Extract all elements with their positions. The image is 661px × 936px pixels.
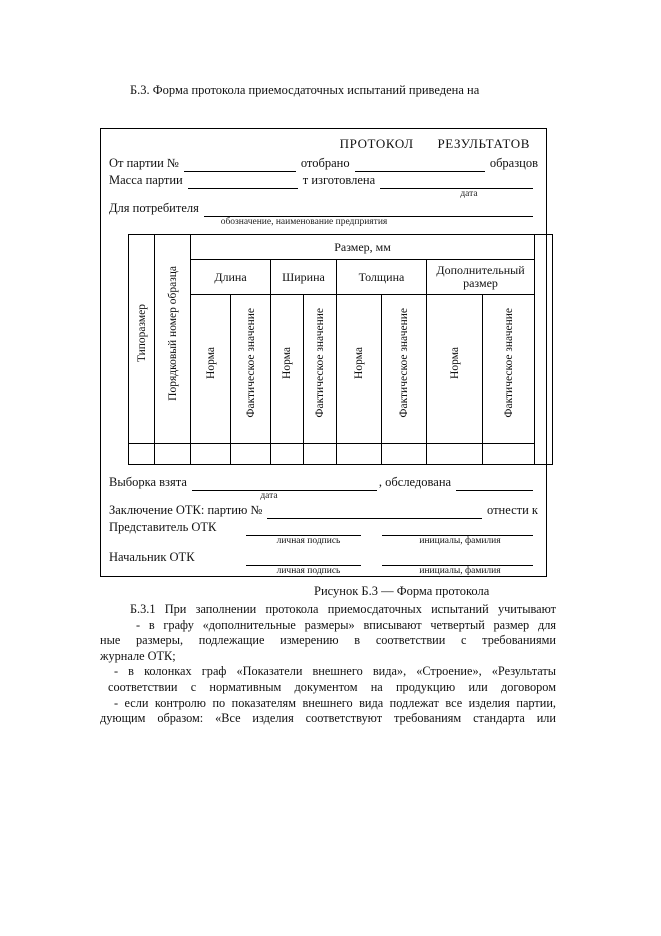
inspected-blank bbox=[456, 477, 533, 491]
group-width: Ширина bbox=[271, 260, 337, 295]
samples-label: образцов bbox=[489, 156, 538, 170]
sample-taken-line bbox=[109, 474, 538, 491]
empty-data-cell bbox=[231, 444, 271, 465]
empty-data-cell bbox=[129, 444, 155, 465]
edge-column bbox=[535, 235, 553, 465]
conclusion-party-blank bbox=[267, 505, 482, 519]
made-label: т изготовлена bbox=[302, 173, 376, 187]
empty-data-cell bbox=[155, 444, 191, 465]
actual-label: Фактическое значение bbox=[398, 308, 410, 418]
initials-sublabel: инициалы, фамилия bbox=[419, 536, 501, 546]
group-length: Длина bbox=[191, 260, 271, 295]
body-text bbox=[100, 602, 556, 727]
conclusion-line bbox=[109, 502, 538, 519]
empty-data-cell bbox=[191, 444, 231, 465]
assign-label: отнести к bbox=[487, 503, 538, 517]
body-line: - если контролю по показателям внешнего вида подлежат все изделия партии, bbox=[114, 695, 556, 710]
chief-name-blank bbox=[382, 552, 533, 566]
date-sublabel: дата bbox=[460, 189, 478, 199]
mass-label: Масса партии bbox=[109, 173, 183, 187]
thickness-norm-cell bbox=[337, 295, 382, 444]
empty-data-cell bbox=[271, 444, 304, 465]
sample-taken-label: Выборка взята bbox=[109, 475, 187, 489]
party-mass-blank bbox=[188, 175, 298, 189]
protocol-form bbox=[100, 128, 547, 577]
empty-data-cell bbox=[382, 444, 427, 465]
samples-count-blank bbox=[355, 158, 485, 172]
width-actual-cell bbox=[304, 295, 337, 444]
norm-label: Норма bbox=[204, 347, 217, 379]
norm-label: Норма bbox=[281, 347, 293, 379]
signature-sublabel: личная подпись bbox=[276, 536, 341, 546]
representative-name-blank bbox=[382, 522, 533, 536]
date-sublabel: дата bbox=[260, 491, 278, 501]
figure-caption: Рисунок Б.3 — Форма протокола bbox=[314, 584, 490, 598]
section-heading: Б.3. Форма протокола приемосдаточных испытаний приведена на bbox=[130, 83, 480, 97]
from-party-label: От партии № bbox=[109, 156, 179, 170]
body-line: ные размеры, подлежащие измерению в соответствии с требованиями bbox=[100, 633, 556, 648]
length-norm-cell bbox=[191, 295, 231, 444]
consumer-label: Для потребителя bbox=[109, 201, 199, 215]
actual-label: Фактическое значение bbox=[502, 308, 515, 418]
consumer-line bbox=[109, 200, 538, 217]
consumer-blank bbox=[204, 203, 533, 217]
empty-data-cell bbox=[427, 444, 483, 465]
group-thickness: Толщина bbox=[337, 260, 427, 295]
body-line: дующим образом: «Все изделия соответствуют требованиям стандарта или bbox=[100, 711, 556, 726]
representative-line bbox=[109, 519, 538, 536]
thickness-actual-cell bbox=[382, 295, 427, 444]
designation-sublabel: обозначение, наименование предприятия bbox=[220, 217, 388, 227]
empty-data-cell bbox=[337, 444, 382, 465]
col-sample-number bbox=[155, 235, 191, 444]
width-norm-cell bbox=[271, 295, 304, 444]
body-line: соответствии с нормативным документом на продукцию или договором bbox=[108, 679, 556, 694]
actual-label: Фактическое значение bbox=[244, 308, 257, 418]
results-table bbox=[128, 234, 553, 465]
empty-data-cell bbox=[304, 444, 337, 465]
representative-signature-blank bbox=[246, 522, 361, 536]
norm-label: Норма bbox=[353, 347, 365, 379]
mass-line bbox=[109, 172, 538, 189]
protocol-title: ПРОТОКОЛ РЕЗУЛЬТАТОВ bbox=[339, 136, 530, 151]
selected-label: отобрано bbox=[300, 156, 350, 170]
empty-data-row bbox=[129, 444, 553, 465]
representative-sublabels bbox=[109, 536, 538, 547]
size-header: Размер, мм bbox=[191, 235, 535, 260]
chief-signature-blank bbox=[246, 552, 361, 566]
manufacture-date-blank bbox=[380, 175, 533, 189]
body-line: - в графу «дополнительные размеры» вписывают четвертый размер для bbox=[136, 617, 556, 632]
representative-label: Представитель ОТК bbox=[109, 520, 217, 534]
body-line: Б.3.1 При заполнении протокола приемосдаточных испытаний учитывают bbox=[130, 602, 556, 616]
sample-number-label: Порядковый номер образца bbox=[166, 265, 179, 401]
conclusion-label: Заключение ОТК: партию № bbox=[109, 503, 263, 517]
body-line: - в колонках граф «Показатели внешнего вида», «Строение», «Результаты bbox=[114, 664, 556, 679]
party-line bbox=[109, 155, 538, 172]
group-additional: Дополнительный размер bbox=[427, 260, 535, 295]
additional-actual-cell bbox=[483, 295, 535, 444]
party-number-blank bbox=[184, 158, 296, 172]
additional-norm-cell bbox=[427, 295, 483, 444]
chief-line bbox=[109, 549, 538, 566]
type-size-label: Типоразмер bbox=[135, 303, 148, 363]
empty-data-cell bbox=[483, 444, 535, 465]
chief-label: Начальник ОТК bbox=[109, 550, 195, 564]
length-actual-cell bbox=[231, 295, 271, 444]
initials-sublabel: инициалы, фамилия bbox=[419, 566, 501, 576]
norm-label: Норма bbox=[448, 347, 461, 379]
chief-sublabels bbox=[109, 566, 538, 577]
actual-label: Фактическое значение bbox=[314, 308, 326, 418]
sample-date-blank bbox=[192, 477, 377, 491]
signature-sublabel: личная подпись bbox=[276, 566, 341, 576]
col-type-size bbox=[129, 235, 155, 444]
inspected-label: , обследована bbox=[378, 475, 452, 489]
body-line: журнале ОТК; bbox=[100, 648, 176, 663]
